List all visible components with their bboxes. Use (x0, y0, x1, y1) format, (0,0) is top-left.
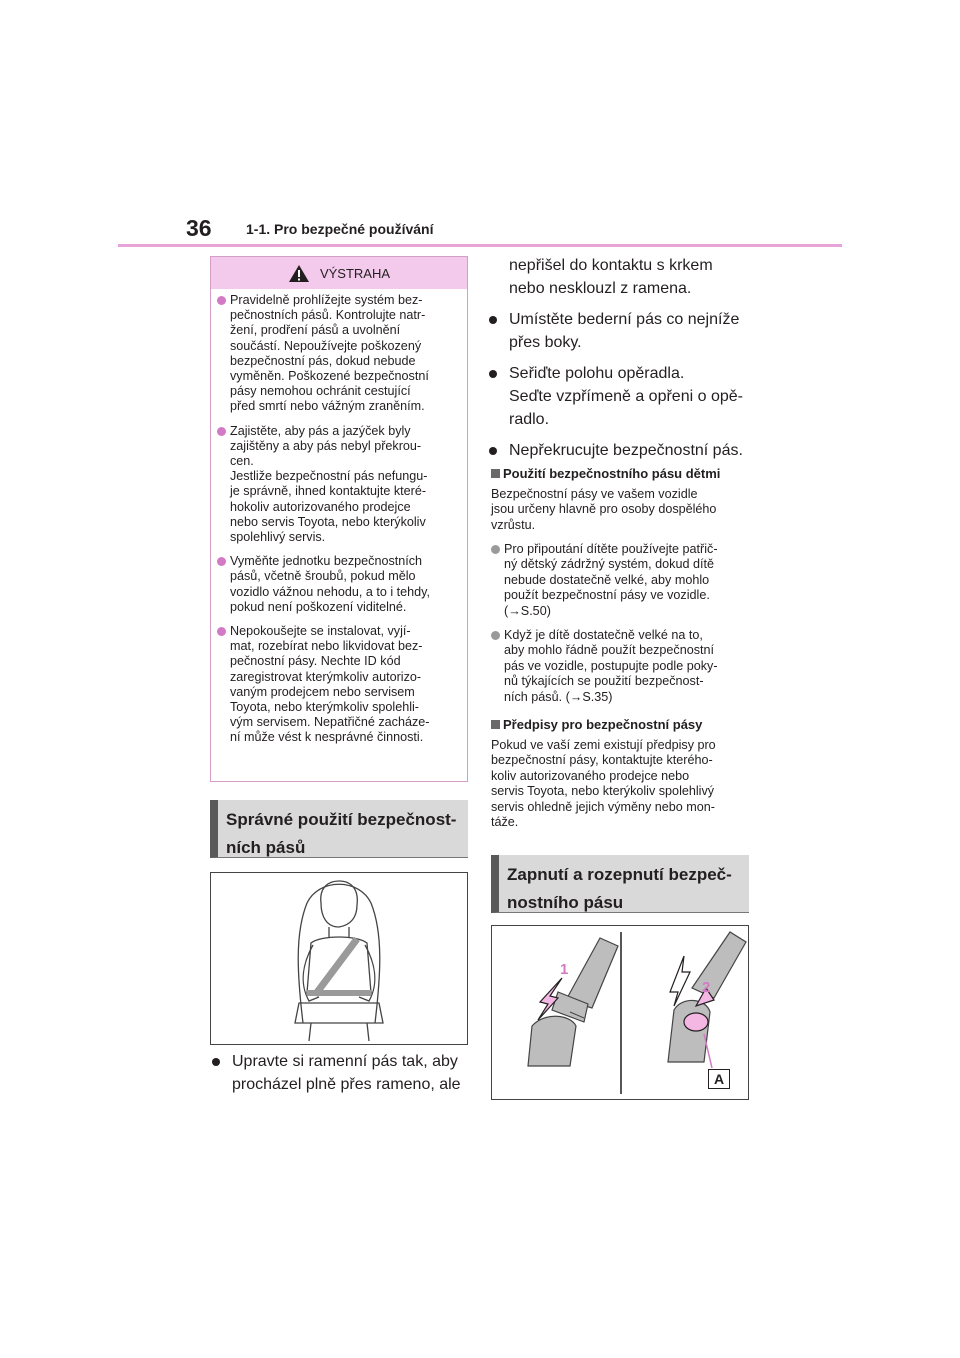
bullet-dot-icon (489, 370, 497, 378)
subheading-children (491, 466, 720, 481)
warning-item (217, 554, 457, 615)
bullet-dot-icon (212, 1058, 220, 1066)
section-heading-correct-use: Správné použití bezpečnost- ních pásů (210, 800, 468, 858)
bullet-item-continuation (489, 254, 759, 300)
bullet-item (212, 1050, 474, 1096)
children-item (491, 628, 753, 705)
warning-item-text: Vyměňte jednotku bezpečnostních pásů, včetně šroubů, pokud mělo vozidlo vážnou nehodu, a to i tehdy, pokud není poškození viditelné. (230, 554, 431, 614)
part-a-label: A (708, 1069, 730, 1089)
left-bullet-list (212, 1050, 474, 1096)
regulations-text: Pokud ve vaší zemi existují předpisy pro bezpečnostní pásy, kontaktujte kterého- koliv autorizovaného prodejce nebo servis Toyota, nebo kterýkoliv spolehlivý servis ohledně jejich výměny nebo mon- táže. (491, 738, 716, 830)
subheading-text: Předpisy pro bezpečnostní pásy (503, 717, 703, 732)
children-item (491, 542, 753, 619)
warning-header (211, 257, 467, 289)
bullet-text: Umístěte bederní pás co nejníže přes boky. (509, 311, 740, 351)
bullet-dot-icon (491, 631, 500, 640)
bullet-text: Upravte si ramenní pás tak, aby procházel plně přes rameno, ale (232, 1053, 461, 1093)
bullet-dot-icon (489, 447, 497, 455)
warning-item-text: Nepokoušejte se instalovat, vyjí- mat, rozebírat nebo likvidovat bez- pečnostní pásy. Nechte ID kód zaregistrovat kterýmkoliv autorizo- vaným prodejcem nebo servisem Toyota, nebo kterýmkoliv spolehli- vým servisem. Nepatřičné zacháze- ní může vést k nesprávné činnosti. (230, 624, 430, 745)
bullet-dot-icon (489, 316, 497, 324)
warning-title: VÝSTRAHA (319, 265, 391, 281)
bullet-text: nepřišel do kontaktu s krkem nebo nesklouzl z ramena. (509, 257, 713, 297)
bullet-text: Seřiďte polohu opěradla. Seďte vzpřímeně a opřeni o opě- radlo. (509, 365, 743, 428)
children-item-text: Když je dítě dostatečně velké na to, aby mohlo řádně použít bezpečnostní pás ve vozidle, postupujte podle poky- nů týkajících se použití bezpečnost- ních pásů. (→S.35) (504, 628, 718, 704)
step-2-label: 2 (702, 979, 711, 996)
bullet-dot-icon (217, 557, 226, 566)
header-rule (118, 244, 842, 247)
page-number: 36 (186, 215, 212, 241)
bullet-item (489, 439, 759, 462)
bullet-dot-icon (217, 627, 226, 636)
subheading-regulations (491, 717, 702, 732)
bullet-text: Nepřekrucujte bezpečnostní pás. (509, 442, 743, 459)
section-title: 1-1. Pro bezpečné používání (246, 221, 434, 237)
right-bullet-list (489, 254, 759, 462)
square-bullet-icon (491, 720, 500, 729)
warning-triangle-icon (288, 264, 310, 283)
seated-person-illustration (211, 873, 467, 1044)
square-bullet-icon (491, 469, 500, 478)
bullet-item (489, 362, 759, 431)
warning-item-text: Zajistěte, aby pás a jazýček byly zajištěny a aby pás nebyl překrou- cen. Jestliže bezpečnostní pás nefungu- je správně, ihned kontaktujte které- hokoliv autorizovaného prodejce nebo servis Toyota, nebo kterýkoliv spolehlivý servis. (230, 423, 428, 545)
bullet-item (489, 308, 759, 354)
warning-item (217, 624, 457, 746)
warning-box (210, 256, 468, 782)
bullet-dot-icon (217, 427, 226, 436)
warning-item (217, 293, 457, 415)
bullet-dot-icon (217, 296, 226, 305)
step-1-label: 1 (560, 961, 569, 978)
seatbelt-position-figure (210, 872, 468, 1045)
warning-item (217, 424, 457, 546)
subheading-text: Použití bezpečnostního pásu dětmi (503, 466, 721, 481)
children-item-text: Pro připoutání dítěte používejte patřič- ný dětský zádržný systém, dokud dítě nebude dostatečně velké, aby mohlo použít bezpečnostní pásy ve vozidle. (→S.50) (504, 542, 718, 618)
section-heading-fastening: Zapnutí a rozepnutí bezpeč- nostního pásu (491, 855, 749, 913)
bullet-dot-icon (491, 545, 500, 554)
warning-item-text: Pravidelně prohlížejte systém bez- pečnostních pásů. Kontrolujte natr- žení, prodření pásů a uvolnění součástí. Nepoužívejte poškozený bezpečnostní pás, dokud nebude vyměněn. Poškozené bezpečnostní pásy nemohou ochránit cestující před smrtí nebo vážným zraněním. (230, 293, 429, 414)
children-intro: Bezpečnostní pásy ve vašem vozidle jsou určeny hlavně pro osoby dospělého vzrůstu. (491, 487, 717, 532)
